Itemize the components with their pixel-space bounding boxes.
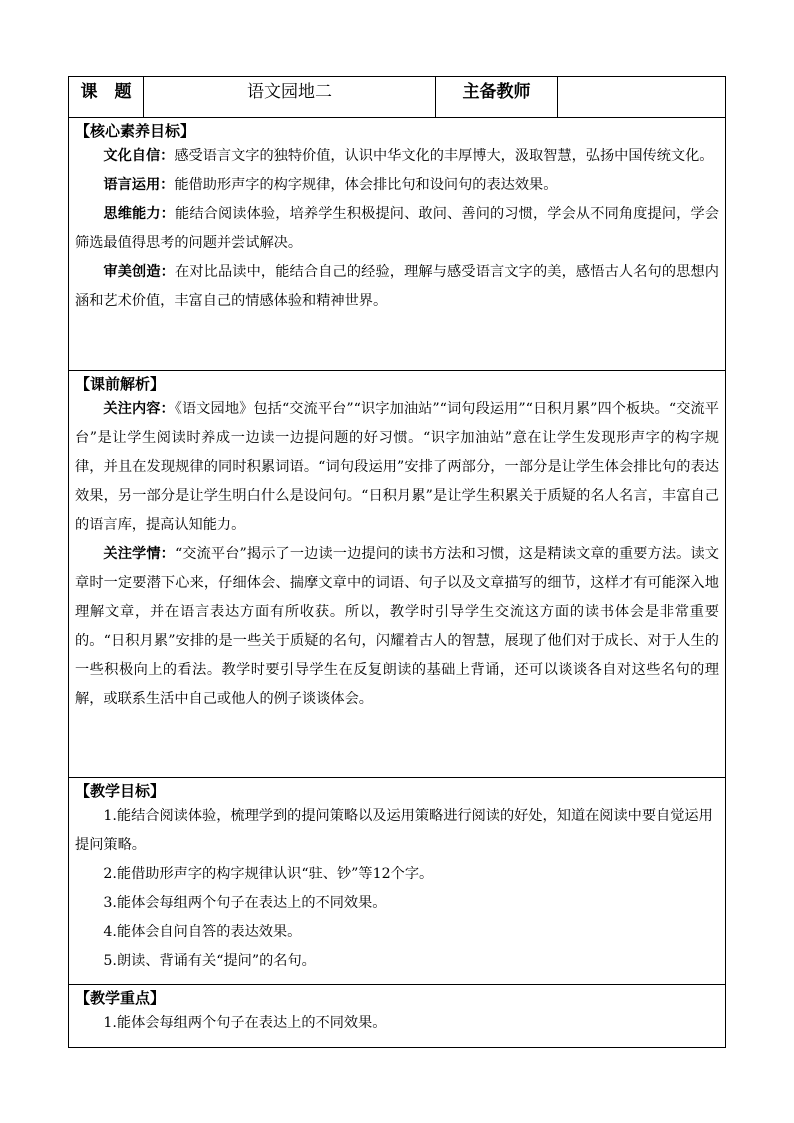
core-item-text: 能借助形声字的构字规律，体会排比句和设问句的表达效果。: [174, 177, 558, 193]
topic-value: 语文园地二: [144, 77, 436, 118]
analysis-section-row: [69, 371, 726, 778]
core-section-title: 【核心素养目标】: [75, 122, 196, 140]
goals-section-title: 【教学目标】: [75, 782, 166, 800]
key-section: [69, 985, 726, 1048]
analysis-content-paragraph: [75, 395, 719, 540]
core-item-thinking: [75, 200, 719, 258]
goals-section: [69, 778, 726, 985]
analysis-situation-label: 关注学情：: [103, 546, 175, 562]
analysis-situation-text: “交流平台”揭示了一边读一边提问的读书方法和习惯，这是精读文章的重要方法。读文章时一定要潜下心来，仔细体会、揣摩文章中的词语、句子以及文章描写的细节，这样才有可能深入地理解文章，并在语言表达方面有所收获。所以，教学时引导学生交流这方面的读书体会是非常重要的。“日积月累”安排的是一些关于质疑的名句，闪耀着古人的智慧，展现了他们对于成长、对于人生的一些积极向上的看法。教学时要引导学生在反复朗读的基础上背诵，还可以谈谈各自对这些名句的理解，或联系生活中自己或他人的例子谈谈体会。: [75, 546, 719, 707]
core-item-culture: [75, 142, 719, 171]
teacher-value: [558, 77, 726, 118]
core-item-aesthetic: [75, 258, 719, 316]
goal-item: 5.朗读、背诵有关“提问”的名句。: [103, 953, 316, 969]
analysis-content-label: 关注内容：: [103, 401, 175, 417]
core-item-label: 文化自信：: [103, 148, 175, 164]
core-item-label: 审美创造：: [103, 264, 175, 280]
goal-item: 2.能借助形声字的构字规律认识“驻、钞”等12个字。: [103, 866, 434, 882]
core-item-text: 感受语言文字的独特价值，认识中华文化的丰厚博大，汲取智慧，弘扬中国传统文化。: [174, 148, 714, 164]
core-item-label: 思维能力：: [103, 206, 175, 222]
key-section-title: 【教学重点】: [75, 989, 166, 1007]
goal-item: 3.能体会每组两个句子在表达上的不同效果。: [103, 895, 387, 911]
goal-item: 4.能体会自问自答的表达效果。: [103, 924, 302, 940]
key-item: 1.能体会每组两个句子在表达上的不同效果。: [103, 1015, 387, 1031]
analysis-section-title: 【课前解析】: [75, 375, 166, 393]
goal-item: 1.能结合阅读体验，梳理学到的提问策略以及运用策略进行阅读的好处，知道在阅读中要自觉运用提问策略。: [75, 808, 713, 853]
lesson-plan-sheet: [68, 76, 725, 1048]
analysis-situation-paragraph: [75, 540, 719, 714]
key-section-row: [69, 985, 726, 1048]
analysis-section: [69, 371, 726, 778]
core-section-row: [69, 118, 726, 371]
core-item-language: [75, 171, 719, 200]
core-item-text: 在对比品读中，能结合自己的经验，理解与感受语言文字的美，感悟古人名句的思想内涵和艺术价值，丰富自己的情感体验和精神世界。: [75, 264, 719, 309]
teacher-label: 主备教师: [436, 77, 558, 118]
core-section: [69, 118, 726, 371]
analysis-content-text: 《语文园地》包括“交流平台”“识字加油站”“词句段运用”“日积月累”四个板块。“交流平台”是让学生阅读时养成一边读一边提问题的好习惯。“识字加油站”意在让学生发现形声字的构字规律，并且在发现规律的同时积累词语。“词句段运用”安排了两部分，一部分是让学生体会排比句的表达效果，另一部分是让学生明白什么是设问句。“日积月累”是让学生积累关于质疑的名人名言，丰富自己的语言库，提高认知能力。: [75, 401, 719, 533]
lesson-plan-table: [68, 76, 726, 1048]
header-row: [69, 77, 726, 118]
core-item-label: 语言运用：: [103, 177, 175, 193]
topic-label: 课 题: [69, 77, 144, 118]
goals-section-row: [69, 778, 726, 985]
core-item-text: 能结合阅读体验，培养学生积极提问、敢问、善问的习惯，学会从不同角度提问，学会筛选最值得思考的问题并尝试解决。: [75, 206, 719, 251]
